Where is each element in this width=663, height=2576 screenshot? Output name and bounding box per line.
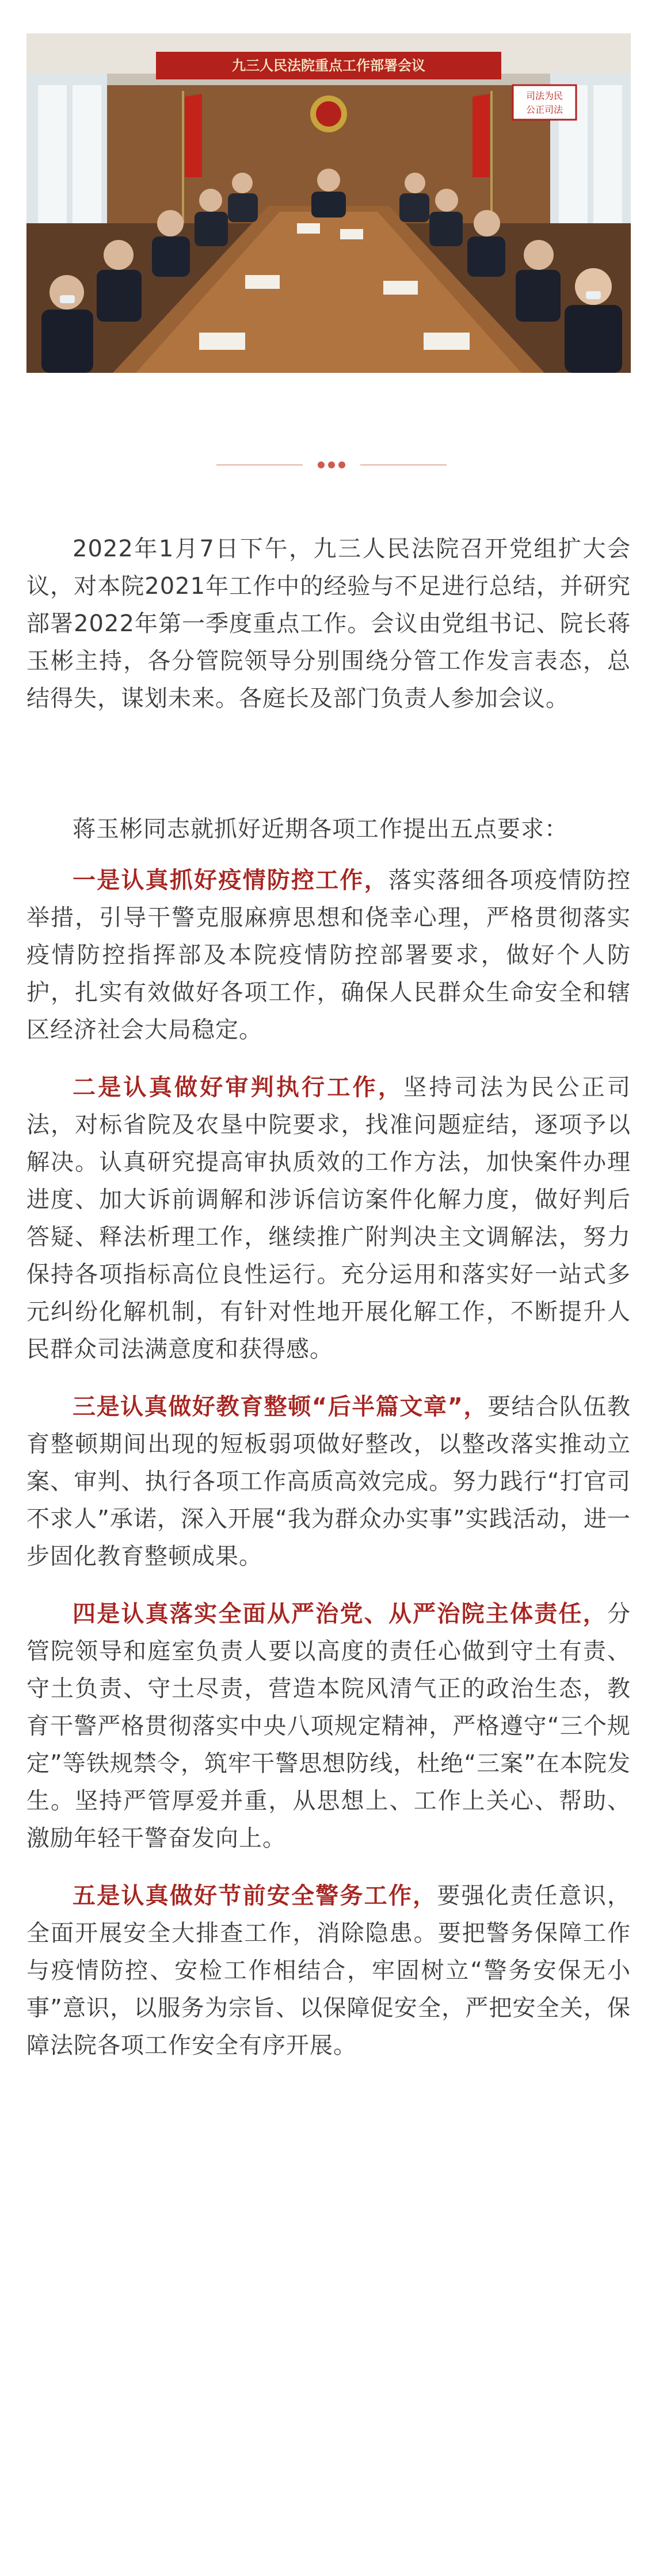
- intro-paragraph: 2022年1月7日下午，九三人民法院召开党组扩大会议，对本院2021年工作中的经验与不足进行总结，并研究部署2022年第一季度重点工作。会议由党组书记、院长蒋玉彬主持，各分管院领导分别围绕分管工作发言表态，总结得失，谋划未来。各庭长及部门负责人参加会议。: [26, 536, 631, 712]
- requirement-lead-2: 二是认真做好审判执行工作，: [73, 1074, 404, 1101]
- requirement-lead-5: 五是认真做好节前安全警务工作，: [73, 1883, 437, 1909]
- decorative-divider: [216, 458, 447, 472]
- meeting-scene: [26, 33, 631, 373]
- requirement-body-4: 分管院领导和庭室负责人要以高度的责任心做到守土有责、守土负责、守土尽责，营造本院风清气正的政治生态，教育干警严格贯彻落实中央八项规定精神，严格遵守“三个规定”等铁规禁令，筑牢干警思想防线，杜绝“三案”在本院发生。坚持严管厚爱并重，从思想上、工作上关心、帮助、激励年轻干警奋发向上。: [26, 1601, 631, 1852]
- requirement-item-2: [26, 1069, 631, 1368]
- requirement-body-5: 要强化责任意识，全面开展安全大排查工作，消除隐患。要把警务保障工作与疫情防控、安检工作相结合，牢固树立“警务安保无小事”意识，以服务为宗旨、以保障促安全，严把安全关，保障法院各项工作安全有序开展。: [26, 1883, 631, 2059]
- divider-line-left: [216, 464, 303, 465]
- requirement-lead-4: 四是认真落实全面从严治党、从严治院主体责任，: [73, 1601, 607, 1627]
- requirement-item-1: [26, 862, 631, 1049]
- requirement-item-3: [26, 1388, 631, 1575]
- divider-dot: [338, 461, 345, 468]
- requirement-lead-1: 一是认真抓好疫情防控工作，: [73, 867, 388, 894]
- banner-text: 九三人民法院重点工作部署会议: [232, 58, 425, 74]
- sign-text-2: 公正司法: [525, 104, 563, 115]
- requirement-item-5: [26, 1877, 631, 2064]
- meeting-photo: [26, 33, 631, 373]
- requirement-body-2: 坚持司法为民公正司法，对标省院及农垦中院要求，找准问题症结，逐项予以解决。认真研究提高审执质效的工作方法，加快案件办理进度、加大诉前调解和涉诉信访案件化解力度，做好判后答疑、释法析理工作，继续推广附判决主文调解法，努力保持各项指标高位良性运行。充分运用和落实好一站式多元纠纷化解机制，有针对性地开展化解工作，不断提升人民群众司法满意度和获得感。: [26, 1074, 631, 1363]
- divider-dot: [328, 461, 335, 468]
- divider-dot: [318, 461, 325, 468]
- requirement-body-3: 要结合队伍教育整顿期间出现的短板弱项做好整改，以整改落实推动立案、审判、执行各项工作高质高效完成。努力践行“打官司不求人”承诺，深入开展“我为群众办实事”实践活动，进一步固化教育整顿成果。: [26, 1394, 631, 1570]
- article-body: [26, 531, 631, 2085]
- requirement-body-1: 落实落细各项疫情防控举措，引导干警克服麻痹思想和侥幸心理，严格贯彻落实疫情防控指挥部及本院疫情防控部署要求，做好个人防护，扎实有效做好各项工作，确保人民群众生命安全和辖区经济社会大局稳定。: [26, 867, 631, 1043]
- divider-line-right: [360, 464, 447, 465]
- requirement-lead-3: 三是认真做好教育整顿“后半篇文章”，: [73, 1394, 488, 1420]
- requirements-intro: 蒋玉彬同志就抓好近期各项工作提出五点要求：: [73, 816, 568, 842]
- requirement-item-4: [26, 1596, 631, 1857]
- sign-text-1: 司法为民: [525, 90, 563, 101]
